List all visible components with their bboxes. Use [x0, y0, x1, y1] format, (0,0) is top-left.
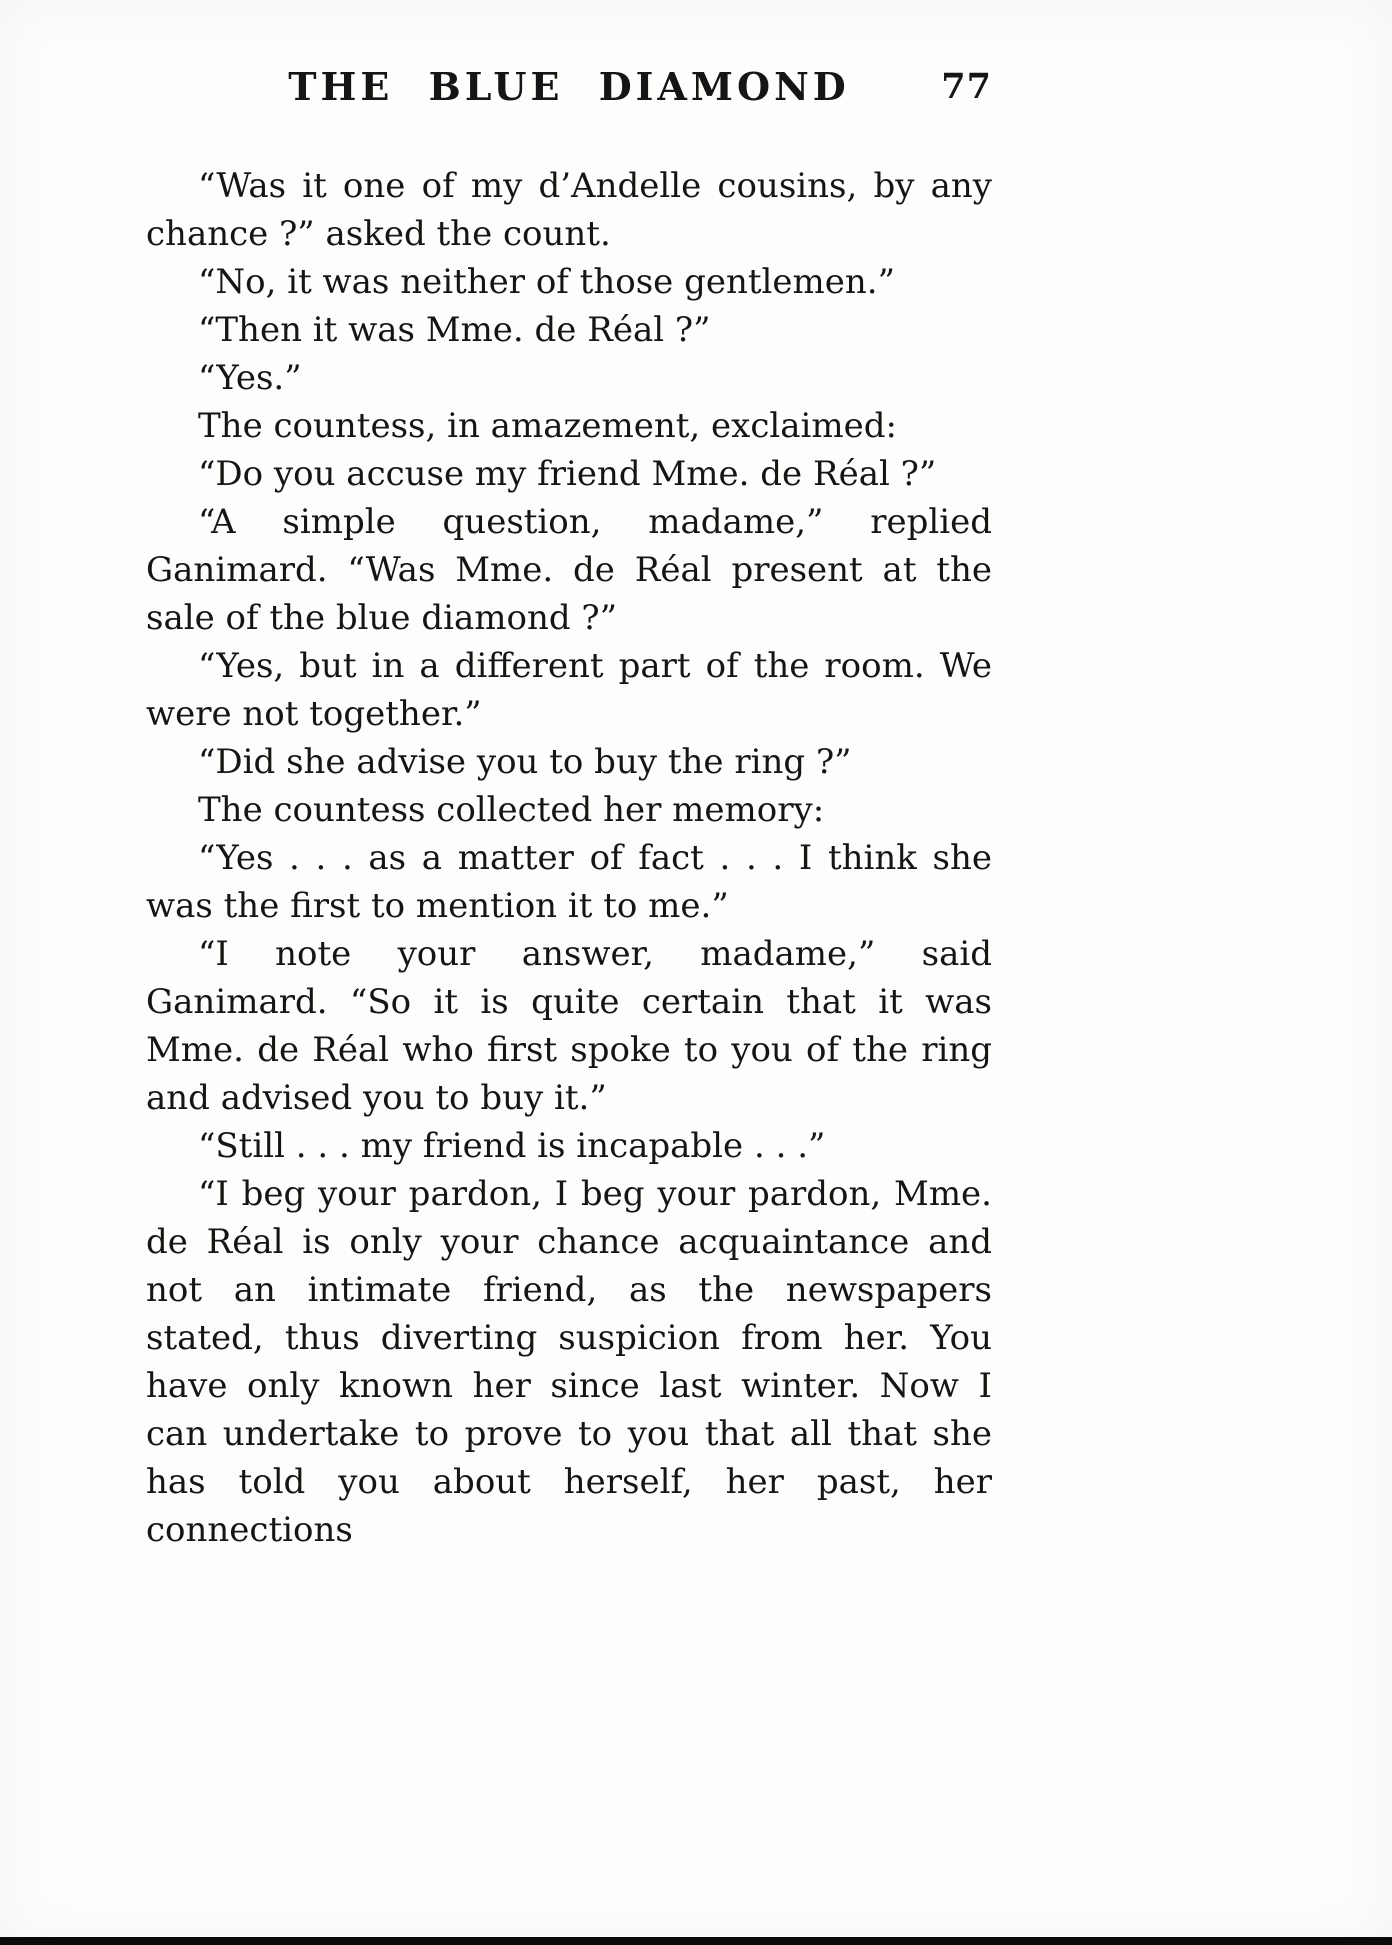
paragraph: “I beg your pardon, I beg your pardon, Mme. de Réal is only your chance acquaintance and not an intimate friend, as the newspapers stated, thus diverting suspicion from her. You have only known her since last winter. Now I can undertake to prove to you that all that she has told you about herself, her past, her connections — [146, 1174, 992, 1550]
running-header — [146, 64, 992, 122]
paragraph: “Did she advise you to buy the ring ?” — [198, 742, 852, 782]
paragraph: “Yes, but in a different part of the room. We were not together.” — [146, 646, 992, 734]
paragraph: “Was it one of my d’Andelle cousins, by any chance ?” asked the count. — [146, 166, 992, 254]
paragraph: “Yes.” — [198, 358, 302, 398]
paragraph: The countess collected her memory: — [198, 790, 825, 830]
page-title: THE BLUE DIAMOND — [288, 64, 850, 109]
paragraph: The countess, in amazement, exclaimed: — [198, 406, 897, 446]
paragraph: “No, it was neither of those gentlemen.” — [198, 262, 895, 302]
paragraph: “Still . . . my friend is incapable . . .” — [198, 1126, 826, 1166]
paragraph: “A simple question, madame,” replied Ganimard. “Was Mme. de Réal present at the sale of the blue diamond ?” — [146, 502, 992, 638]
paragraph: “Do you accuse my friend Mme. de Réal ?” — [198, 454, 937, 494]
page-content — [146, 64, 992, 1554]
paragraph: “Yes . . . as a matter of fact . . . I think she was the first to mention it to me.” — [146, 838, 992, 926]
paragraph: “Then it was Mme. de Réal ?” — [198, 310, 711, 350]
page-number: 77 — [941, 66, 992, 107]
scan-edge-bottom — [0, 1937, 1392, 1945]
text-block — [146, 162, 992, 1554]
paragraph: “I note your answer, madame,” said Ganimard. “So it is quite certain that it was Mme. de Réal who first spoke to you of the ring and advised you to buy it.” — [146, 934, 992, 1118]
